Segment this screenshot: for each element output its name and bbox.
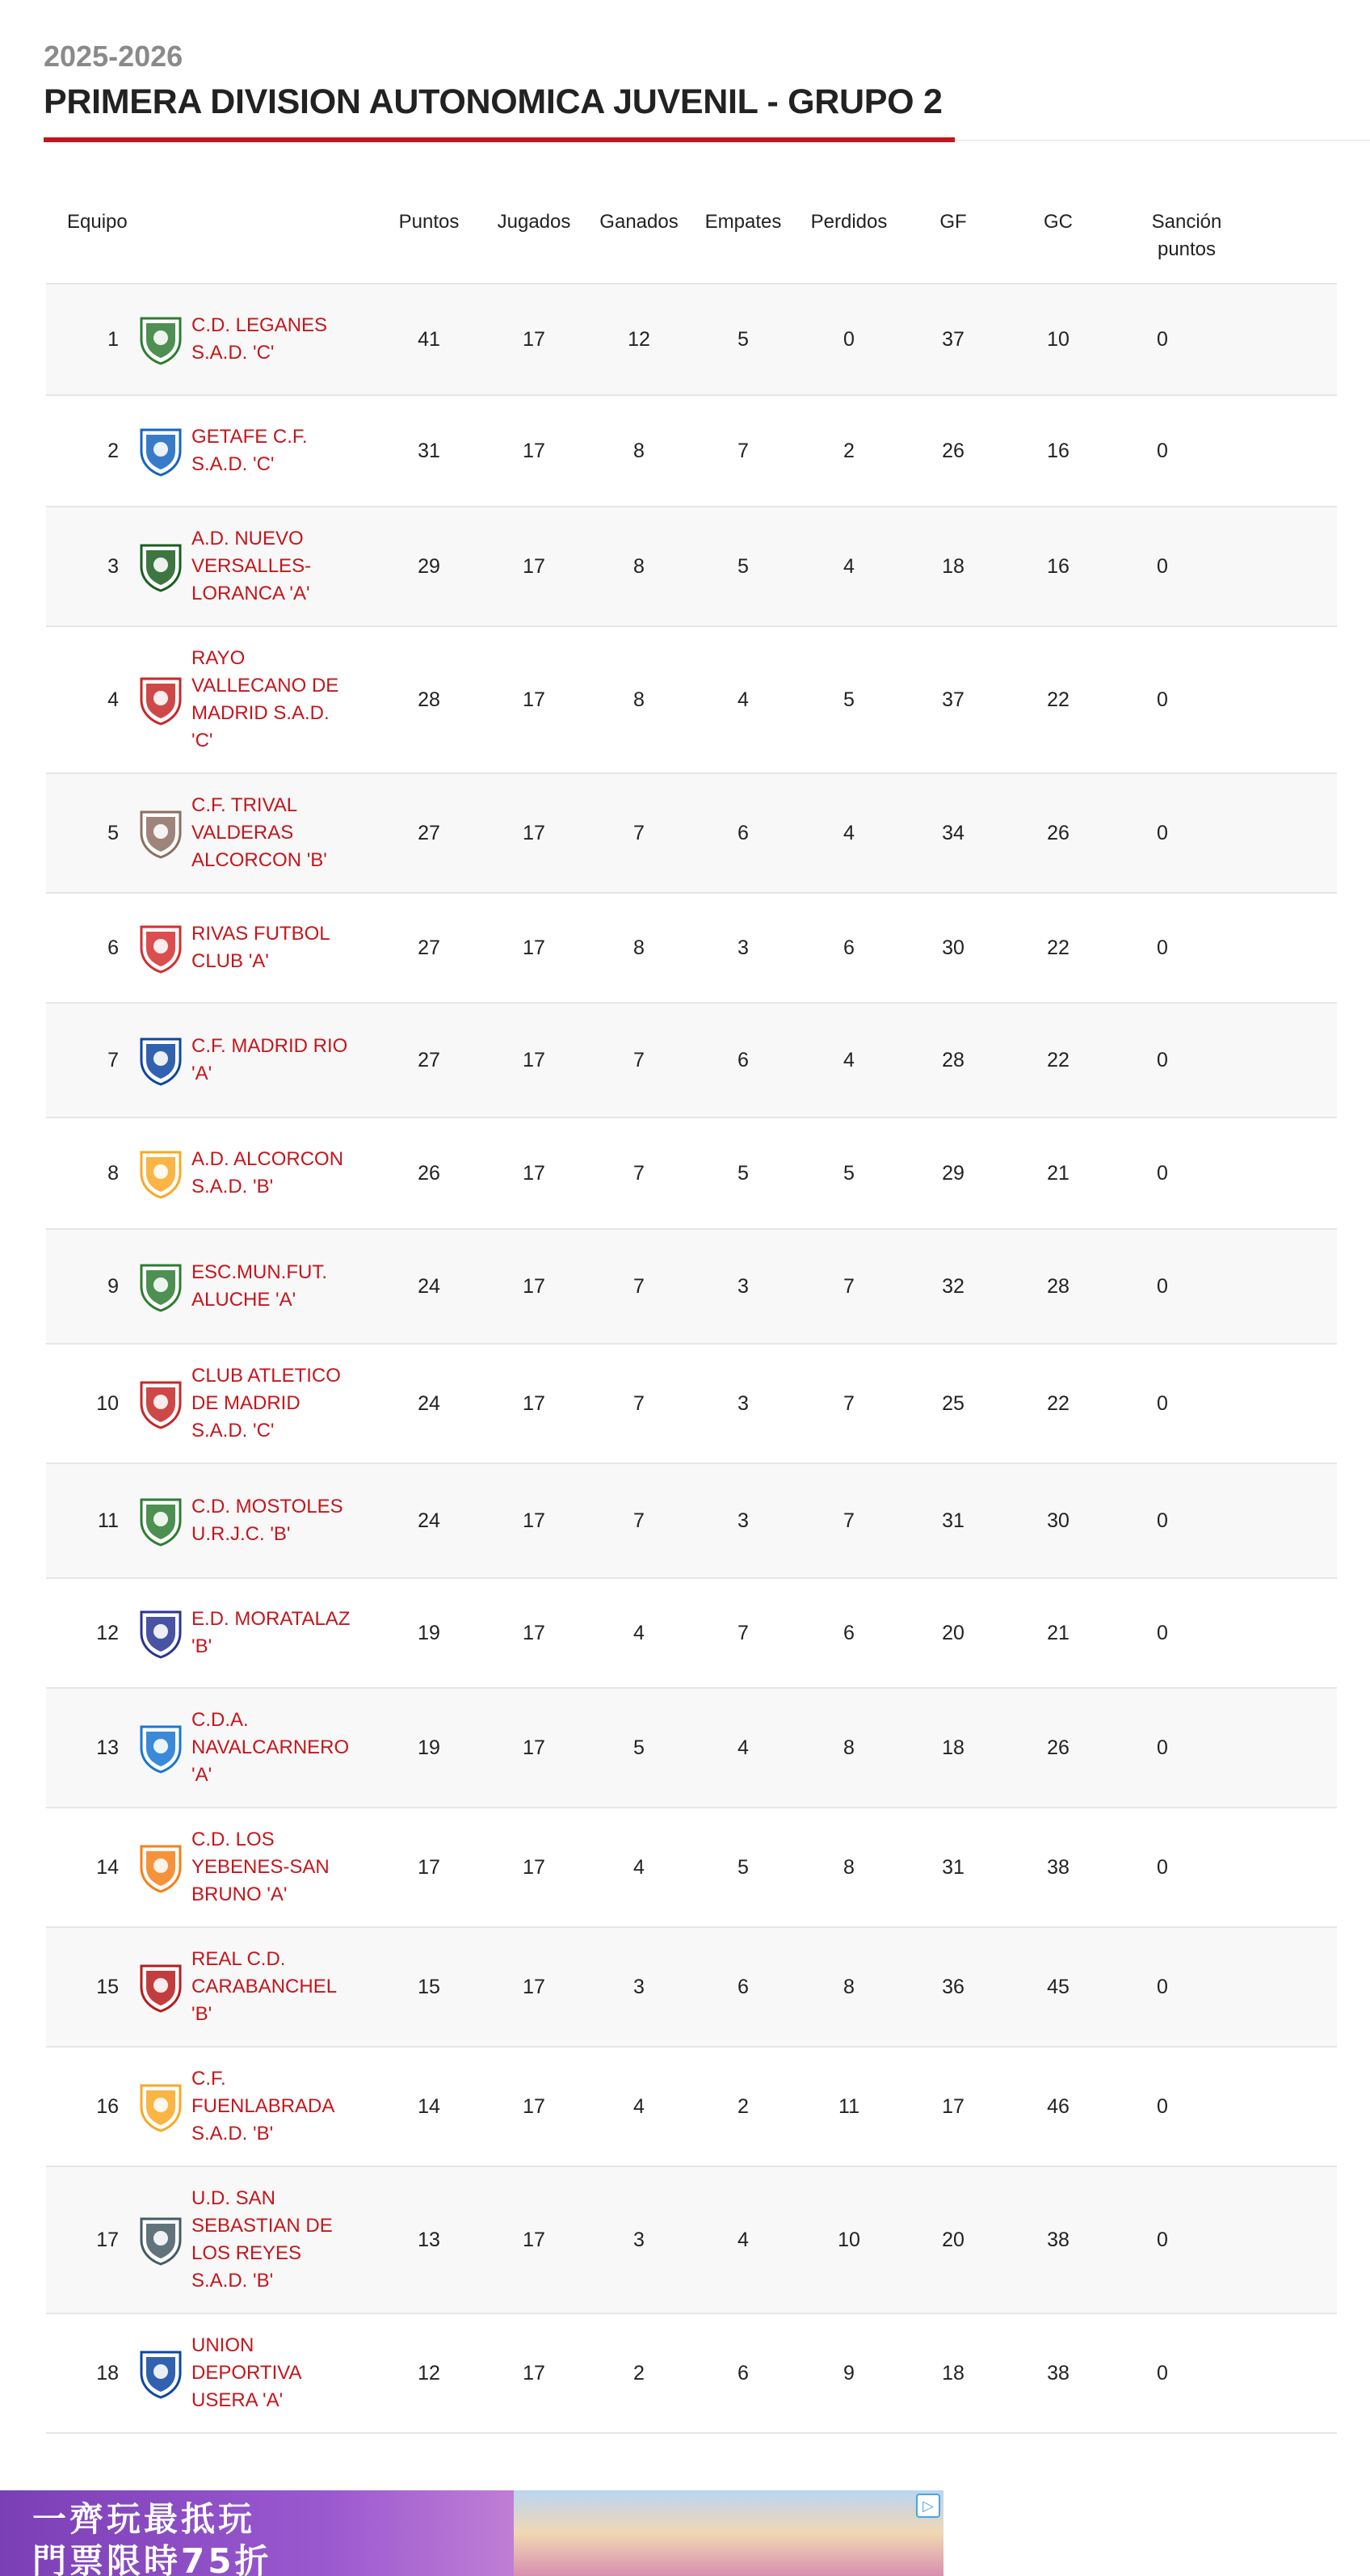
won-cell: 4: [633, 2094, 645, 2118]
advertisement-banner[interactable]: [0, 2490, 943, 2576]
won-cell: 7: [633, 1391, 645, 1415]
position-cell: 11: [98, 1509, 119, 1532]
team-logo-cell: [120, 1928, 201, 2046]
lost-cell: 7: [843, 1509, 855, 1532]
table-row: [46, 1577, 1337, 1687]
drawn-cell: 3: [738, 1391, 749, 1415]
won-cell: 7: [633, 821, 645, 844]
position-cell: 2: [107, 439, 119, 462]
position-cell: 17: [96, 2228, 119, 2251]
standings-table: [46, 186, 1337, 2434]
table-row: [46, 1228, 1337, 1343]
lost-cell: 4: [843, 1048, 855, 1071]
lost-cell: 4: [843, 821, 855, 844]
drawn-cell: 4: [738, 688, 749, 711]
mostoles-crest-icon[interactable]: [133, 1493, 188, 1548]
goals-for-cell: 37: [942, 688, 964, 711]
team-logo-cell: [120, 2048, 201, 2166]
lost-cell: 2: [843, 439, 855, 462]
table-row: [46, 1463, 1337, 1577]
lost-cell: 10: [838, 2228, 860, 2251]
table-row: [46, 1002, 1337, 1117]
drawn-cell: 5: [738, 1161, 749, 1185]
sanction-cell: 0: [1157, 1736, 1168, 1759]
drawn-cell: 5: [738, 327, 749, 351]
sanction-cell: 0: [1157, 936, 1168, 959]
played-cell: 17: [523, 1274, 545, 1298]
table-row: [46, 1117, 1337, 1228]
played-cell: 17: [523, 2361, 545, 2384]
column-header-played[interactable]: Jugados: [497, 211, 571, 233]
team-logo-cell: [120, 284, 201, 394]
points-cell: 19: [418, 1736, 440, 1759]
position-cell: 4: [107, 688, 119, 711]
sanction-cell: 0: [1157, 1391, 1168, 1415]
table-row: [46, 1926, 1337, 2046]
played-cell: 17: [523, 821, 545, 844]
position-cell: 3: [107, 554, 119, 578]
table-row: [46, 625, 1337, 772]
team-name-link[interactable]: E.D. MORATALAZ 'B': [191, 1608, 351, 1657]
points-cell: 26: [418, 1161, 440, 1185]
column-header-points[interactable]: Puntos: [398, 211, 460, 233]
ad-choices-icon[interactable]: ▷: [916, 2494, 940, 2518]
goals-for-cell: 17: [942, 2094, 964, 2118]
goals-for-cell: 34: [942, 821, 964, 844]
season-label: 2025-2026: [44, 40, 183, 73]
goals-for-cell: 29: [942, 1161, 964, 1185]
drawn-cell: 4: [738, 1736, 749, 1759]
sanction-cell: 0: [1157, 2094, 1168, 2118]
points-cell: 29: [418, 554, 440, 578]
goals-for-cell: 18: [942, 1736, 964, 1759]
sanction-cell: 0: [1157, 1855, 1168, 1879]
goals-against-cell: 22: [1047, 1048, 1070, 1071]
alcorcon-crest-icon[interactable]: [133, 1146, 188, 1201]
won-cell: 2: [633, 2361, 645, 2384]
table-row: [46, 1807, 1337, 1926]
goals-against-cell: 22: [1047, 1391, 1070, 1415]
team-logo-cell: [120, 1118, 201, 1228]
points-cell: 24: [418, 1391, 440, 1415]
sanction-cell: 0: [1157, 1048, 1168, 1071]
drawn-cell: 2: [738, 2094, 749, 2118]
table-row: [46, 2046, 1337, 2166]
team-name-link[interactable]: REAL C.D. CARABANCHEL 'B': [191, 1948, 337, 2025]
points-cell: 28: [418, 688, 440, 711]
lost-cell: 6: [843, 1621, 855, 1644]
points-cell: 17: [418, 1855, 440, 1879]
drawn-cell: 6: [738, 1975, 749, 1998]
carabanchel-crest-icon[interactable]: [133, 1959, 188, 2014]
goals-against-cell: 38: [1047, 2228, 1070, 2251]
atletico-crest-icon[interactable]: [133, 1376, 188, 1431]
drawn-cell: 3: [738, 1509, 749, 1532]
team-logo-cell: [120, 1004, 201, 1117]
sanction-cell: 0: [1157, 2361, 1168, 2384]
position-cell: 18: [96, 2361, 119, 2384]
position-cell: 10: [96, 1391, 119, 1415]
goals-for-cell: 28: [942, 1048, 964, 1071]
goals-against-cell: 46: [1047, 2094, 1070, 2118]
ad-text-line-2: 門票限時75折: [32, 2541, 272, 2576]
column-header-team[interactable]: Equipo: [67, 211, 128, 233]
played-cell: 17: [523, 936, 545, 959]
team-logo-cell: [120, 2167, 201, 2313]
goals-against-cell: 45: [1047, 1975, 1070, 1998]
sanction-cell: 0: [1157, 1975, 1168, 1998]
table-row: [46, 892, 1337, 1002]
lost-cell: 8: [843, 1736, 855, 1759]
team-name-link[interactable]: C.F. MADRID RIO 'A': [191, 1035, 348, 1084]
position-cell: 14: [96, 1855, 119, 1879]
goals-for-cell: 18: [942, 554, 964, 578]
team-logo-cell: [120, 774, 201, 892]
goals-against-cell: 28: [1047, 1274, 1070, 1298]
team-logo-cell: [120, 1808, 201, 1926]
won-cell: 7: [633, 1509, 645, 1532]
versalles-crest-icon[interactable]: [133, 539, 188, 594]
usera-crest-icon[interactable]: [133, 2346, 188, 2401]
won-cell: 4: [633, 1855, 645, 1879]
team-logo-cell: [120, 1230, 201, 1343]
lost-cell: 7: [843, 1274, 855, 1298]
team-name-link[interactable]: ESC.MUN.FUT. ALUCHE 'A': [191, 1261, 327, 1311]
goals-against-cell: 38: [1047, 1855, 1070, 1879]
played-cell: 17: [523, 1975, 545, 1998]
team-name-link[interactable]: C.F. FUENLABRADA S.A.D. 'B': [191, 2068, 334, 2145]
points-cell: 19: [418, 1621, 440, 1644]
position-cell: 15: [96, 1975, 119, 1998]
column-header-drawn[interactable]: Empates: [704, 211, 782, 233]
team-logo-cell: [120, 1345, 201, 1463]
played-cell: 17: [523, 1509, 545, 1532]
goals-for-cell: 25: [942, 1391, 964, 1415]
lost-cell: 8: [843, 1855, 855, 1879]
played-cell: 17: [523, 688, 545, 711]
fuenlabrada-crest-icon[interactable]: [133, 2079, 188, 2134]
lost-cell: 4: [843, 554, 855, 578]
goals-for-cell: 31: [942, 1855, 964, 1879]
team-logo-cell: [120, 507, 201, 625]
drawn-cell: 3: [738, 1274, 749, 1298]
points-cell: 12: [418, 2361, 440, 2384]
team-logo-cell: [120, 1464, 201, 1577]
team-logo-cell: [120, 1689, 201, 1807]
table-row: [46, 2313, 1337, 2434]
team-name-link[interactable]: C.D. MOSTOLES U.R.J.C. 'B': [191, 1496, 343, 1545]
column-header-won[interactable]: Ganados: [599, 211, 679, 233]
points-cell: 41: [418, 327, 440, 351]
drawn-cell: 5: [738, 1855, 749, 1879]
won-cell: 7: [633, 1274, 645, 1298]
won-cell: 12: [628, 327, 650, 351]
played-cell: 17: [523, 554, 545, 578]
team-logo-cell: [120, 396, 201, 506]
team-name-link[interactable]: RAYO VALLECANO DE MADRID S.A.D. 'C': [191, 647, 339, 751]
goals-against-cell: 26: [1047, 1736, 1070, 1759]
sanction-cell: 0: [1157, 1509, 1168, 1532]
table-row: [46, 506, 1337, 625]
played-cell: 17: [523, 439, 545, 462]
goals-for-cell: 20: [942, 1621, 964, 1644]
team-name-link[interactable]: C.F. TRIVAL VALDERAS ALCORCON 'B': [191, 794, 327, 871]
lost-cell: 9: [843, 2361, 855, 2384]
sanction-cell: 0: [1157, 1274, 1168, 1298]
lost-cell: 7: [843, 1391, 855, 1415]
played-cell: 17: [523, 2094, 545, 2118]
goals-for-cell: 32: [942, 1274, 964, 1298]
lost-cell: 0: [843, 327, 855, 351]
won-cell: 8: [633, 936, 645, 959]
goals-against-cell: 22: [1047, 688, 1070, 711]
team-logo-cell: [120, 1579, 201, 1687]
team-name-link[interactable]: C.D. LEGANES S.A.D. 'C': [191, 314, 328, 364]
won-cell: 8: [633, 688, 645, 711]
column-header-gc[interactable]: GC: [1044, 211, 1073, 233]
position-cell: 13: [96, 1736, 119, 1759]
won-cell: 7: [633, 1161, 645, 1185]
goals-against-cell: 22: [1047, 936, 1070, 959]
drawn-cell: 3: [738, 936, 749, 959]
won-cell: 8: [633, 554, 645, 578]
position-cell: 1: [107, 327, 119, 351]
team-name-link[interactable]: CLUB ATLETICO DE MADRID S.A.D. 'C': [191, 1365, 341, 1442]
ad-photo: [514, 2490, 943, 2576]
sanction-cell: 0: [1157, 554, 1168, 578]
points-cell: 31: [418, 439, 440, 462]
goals-for-cell: 36: [942, 1975, 964, 1998]
goals-against-cell: 10: [1047, 327, 1070, 351]
points-cell: 14: [418, 2094, 440, 2118]
goals-against-cell: 21: [1047, 1621, 1070, 1644]
goals-against-cell: 26: [1047, 821, 1070, 844]
leganes-crest-icon[interactable]: [133, 312, 188, 367]
team-name-link[interactable]: RIVAS FUTBOL CLUB 'A': [191, 923, 330, 972]
sanction-cell: 0: [1157, 2228, 1168, 2251]
table-row: [46, 394, 1337, 506]
table-row: [46, 283, 1337, 394]
played-cell: 17: [523, 1855, 545, 1879]
won-cell: 4: [633, 1621, 645, 1644]
rayo-crest-icon[interactable]: [133, 672, 188, 727]
navalcarnero-crest-icon[interactable]: [133, 1720, 188, 1775]
goals-against-cell: 16: [1047, 554, 1070, 578]
points-cell: 27: [418, 936, 440, 959]
goals-against-cell: 38: [1047, 2361, 1070, 2384]
column-header-lost[interactable]: Perdidos: [810, 211, 888, 233]
getafe-crest-icon[interactable]: [133, 423, 188, 478]
sanction-cell: 0: [1157, 821, 1168, 844]
ad-text: [32, 2498, 271, 2576]
lost-cell: 11: [838, 2094, 859, 2118]
goals-for-cell: 37: [942, 327, 964, 351]
points-cell: 24: [418, 1509, 440, 1532]
drawn-cell: 7: [738, 1621, 749, 1644]
goals-against-cell: 30: [1047, 1509, 1070, 1532]
won-cell: 7: [633, 1048, 645, 1071]
goals-for-cell: 20: [942, 2228, 964, 2251]
points-cell: 27: [418, 821, 440, 844]
team-name-link[interactable]: C.D.A. NAVALCARNERO 'A': [191, 1709, 350, 1786]
table-row: [46, 2166, 1337, 2313]
won-cell: 3: [633, 2228, 645, 2251]
points-cell: 13: [418, 2228, 440, 2251]
team-name-link[interactable]: A.D. ALCORCON S.A.D. 'B': [191, 1148, 344, 1198]
sanction-cell: 0: [1157, 327, 1168, 351]
team-logo-cell: [120, 627, 201, 772]
moratalaz-crest-icon[interactable]: [133, 1606, 188, 1661]
played-cell: 17: [523, 1161, 545, 1185]
position-cell: 9: [107, 1274, 119, 1298]
goals-against-cell: 21: [1047, 1161, 1070, 1185]
table-row: [46, 1687, 1337, 1807]
lost-cell: 5: [843, 688, 855, 711]
won-cell: 3: [633, 1975, 645, 1998]
played-cell: 17: [523, 1048, 545, 1071]
yebenes-crest-icon[interactable]: [133, 1840, 188, 1895]
table-row: [46, 1343, 1337, 1463]
table-header-row: [46, 186, 1337, 283]
lost-cell: 5: [843, 1161, 855, 1185]
sanction-cell: 0: [1157, 688, 1168, 711]
played-cell: 17: [523, 1621, 545, 1644]
team-name-link[interactable]: A.D. NUEVO VERSALLES-LORANCA 'A': [191, 528, 312, 604]
title-underline: [44, 137, 955, 142]
points-cell: 24: [418, 1274, 440, 1298]
position-cell: 12: [96, 1621, 119, 1644]
played-cell: 17: [523, 1391, 545, 1415]
position-cell: 7: [107, 1048, 119, 1071]
table-body: [46, 283, 1337, 2434]
team-name-link[interactable]: UNION DEPORTIVA USERA 'A': [191, 2334, 301, 2411]
sanction-cell: 0: [1157, 439, 1168, 462]
lost-cell: 8: [843, 1975, 855, 1998]
points-cell: 27: [418, 1048, 440, 1071]
goals-for-cell: 31: [942, 1509, 964, 1532]
won-cell: 5: [633, 1736, 645, 1759]
page-title: PRIMERA DIVISION AUTONOMICA JUVENIL - GRUPO 2: [44, 82, 943, 121]
sanction-cell: 0: [1157, 1161, 1168, 1185]
goals-for-cell: 18: [942, 2361, 964, 2384]
drawn-cell: 6: [738, 2361, 749, 2384]
goals-against-cell: 16: [1047, 439, 1070, 462]
drawn-cell: 7: [738, 439, 749, 462]
played-cell: 17: [523, 2228, 545, 2251]
sanse-crest-icon[interactable]: [133, 2212, 188, 2267]
won-cell: 8: [633, 439, 645, 462]
drawn-cell: 6: [738, 1048, 749, 1071]
madrid-rio-crest-icon[interactable]: [133, 1033, 188, 1088]
ad-text-line-1: 一齊玩最抵玩: [32, 2499, 256, 2539]
position-cell: 8: [107, 1161, 119, 1185]
sanction-cell: 0: [1157, 1621, 1168, 1644]
column-header-gf[interactable]: GF: [939, 211, 967, 233]
table-row: [46, 772, 1337, 892]
aluche-crest-icon[interactable]: [133, 1259, 188, 1314]
drawn-cell: 5: [738, 554, 749, 578]
points-cell: 15: [418, 1975, 440, 1998]
drawn-cell: 4: [738, 2228, 749, 2251]
team-name-link[interactable]: U.D. SAN SEBASTIAN DE LOS REYES S.A.D. 'B': [191, 2187, 333, 2292]
trival-crest-icon[interactable]: [133, 806, 188, 861]
team-logo-cell: [120, 894, 201, 1002]
position-cell: 5: [107, 821, 119, 844]
played-cell: 17: [523, 327, 545, 351]
column-header-sanction[interactable]: Sanción puntos: [1151, 211, 1222, 260]
lost-cell: 6: [843, 936, 855, 959]
goals-for-cell: 30: [942, 936, 964, 959]
rivas-crest-icon[interactable]: [133, 920, 188, 975]
position-cell: 16: [96, 2094, 119, 2118]
team-name-link[interactable]: C.D. LOS YEBENES-SAN BRUNO 'A': [191, 1829, 330, 1905]
position-cell: 6: [107, 936, 119, 959]
team-logo-cell: [120, 2314, 201, 2432]
played-cell: 17: [523, 1736, 545, 1759]
drawn-cell: 6: [738, 821, 749, 844]
goals-for-cell: 26: [942, 439, 964, 462]
page-header: [44, 34, 1370, 124]
team-name-link[interactable]: GETAFE C.F. S.A.D. 'C': [191, 426, 308, 475]
